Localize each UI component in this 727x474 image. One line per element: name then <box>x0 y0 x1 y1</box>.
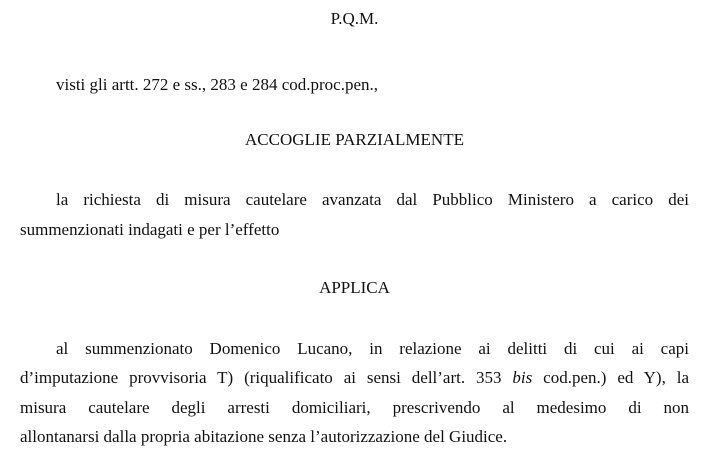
heading-pqm: P.Q.M. <box>330 9 379 28</box>
paragraph-line-with-italic <box>20 368 689 388</box>
heading-applica: APPLICA <box>319 278 390 297</box>
legal-basis-line: visti gli artt. 272 e ss., 283 e 284 cod.proc.pen., <box>56 75 379 94</box>
text-segment: cod.pen.) ed Y), la <box>532 368 689 387</box>
text-segment: d’imputazione provvisoria T) (riqualificato ai sensi dell’art. 353 <box>20 368 513 387</box>
paragraph-line: al summenzionato Domenico Lucano, in relazione ai delitti di cui ai capi <box>56 339 689 358</box>
paragraph-line: la richiesta di misura cautelare avanzata dal Pubblico Ministero a carico dei <box>56 190 689 209</box>
paragraph-line: allontanarsi dalla propria abitazione senza l’autorizzazione del Giudice. <box>20 427 508 446</box>
paragraph-line: summenzionati indagati e per l’effetto <box>20 220 280 239</box>
paragraph-line: misura cautelare degli arresti domiciliari, prescrivendo al medesimo di non <box>20 398 689 417</box>
italic-bis: bis <box>512 368 533 387</box>
heading-accoglie-parzialmente: ACCOGLIE PARZIALMENTE <box>245 130 464 149</box>
